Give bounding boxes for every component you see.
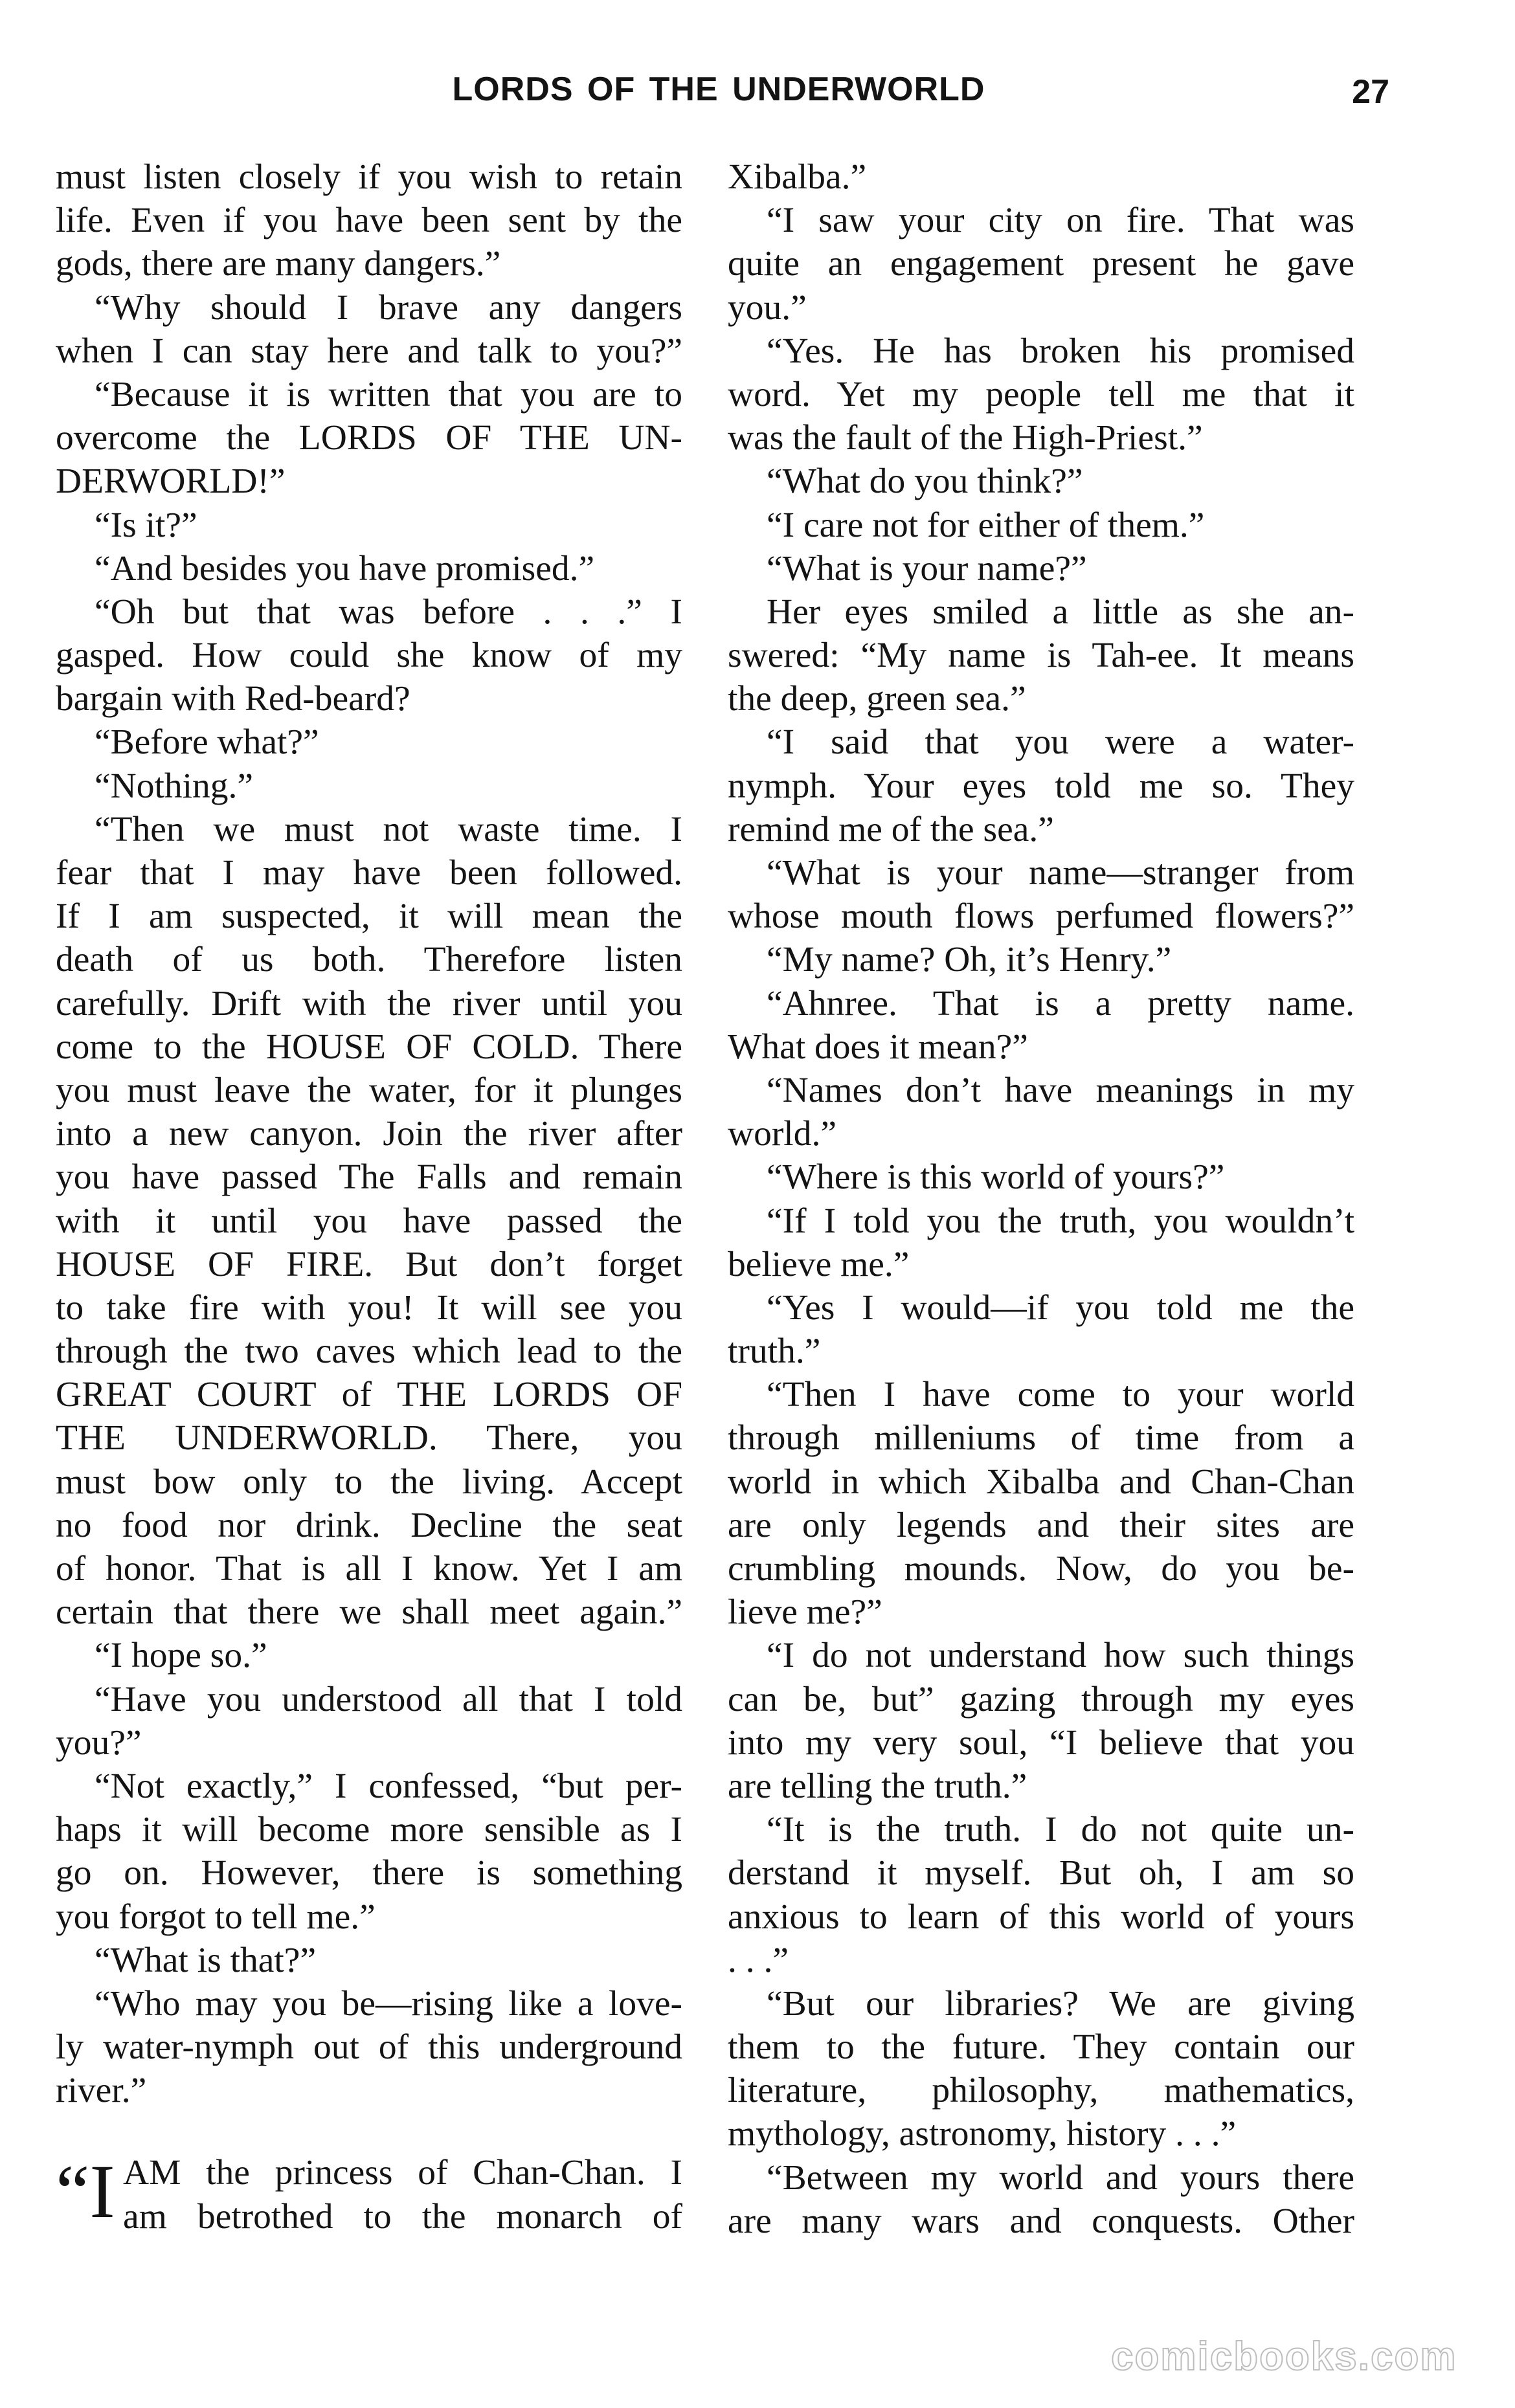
section-gap [56,2112,682,2151]
drop-cap-letter: “I [56,2149,115,2235]
text-line: crumbling mounds. Now, do you be- [728,1549,1354,1589]
text-line: go on. However, there is something [56,1853,682,1893]
text-line: you must leave the water, for it plunges [56,1070,682,1110]
text-line: life. Even if you have been sent by the [56,201,682,241]
text-line: literature, philosophy, mathematics, [728,2071,1354,2111]
text-line: can be, but” gazing through my eyes [728,1679,1354,1719]
text-line: “Before what?” [95,722,319,763]
text-line: “Then we must not waste time. I [95,809,682,849]
text-line: must listen closely if you wish to retain [56,157,682,197]
text-line: swered: “My name is Tah-ee. It means [728,636,1354,676]
text-line: HOUSE OF FIRE. But don’t forget [56,1244,682,1284]
text-line: with it until you have passed the [56,1201,682,1241]
text-line: “What is that?” [95,1940,317,1980]
text-line: haps it will become more sensible as I [56,1810,682,1850]
text-line: “Then I have come to your world [767,1375,1354,1415]
text-line: “I saw your city on fire. That was [767,201,1354,241]
text-line: “Names don’t have meanings in my [767,1070,1354,1110]
text-line: “Who may you be—rising like a love- [95,1983,682,2023]
text-line: “It is the truth. I do not quite un- [767,1810,1354,1850]
text-line: them to the future. They contain our [728,2027,1354,2068]
text-line: “But our libraries? We are giving [767,1983,1354,2023]
text-line: “Yes I would—if you told me the [767,1288,1354,1328]
text-line: truth.” [728,1332,821,1372]
text-line: to take fire with you! It will see you [56,1288,682,1328]
text-line: mythology, astronomy, history . . .” [728,2114,1237,2154]
text-line: “Is it?” [95,505,197,545]
text-line: whose mouth flows perfumed flowers?” [728,897,1354,937]
text-line: no food nor drink. Decline the seat [56,1505,682,1545]
text-line: carefully. Drift with the river until you [56,983,682,1023]
text-line: “What is your name?” [767,548,1087,588]
text-line: of honor. That is all I know. Yet I am [56,1549,682,1589]
text-line: Her eyes smiled a little as she an- [767,592,1354,632]
text-line: are only legends and their sites are [728,1505,1354,1545]
text-line: lieve me?” [728,1592,882,1633]
text-line: “Have you understood all that I told [95,1679,682,1719]
text-line: world.” [728,1114,836,1154]
text-line: through milleniums of time from a [728,1418,1354,1458]
text-line: quite an engagement present he gave [728,244,1354,284]
text-line: AM the princess of Chan-Chan. I [123,2153,682,2193]
text-line: bargain with Red-beard? [56,679,410,719]
text-line: . . .” [728,1940,789,1980]
text-line: GREAT COURT of THE LORDS OF [56,1375,682,1415]
text-line: are telling the truth.” [728,1766,1027,1806]
text-line: “I do not understand how such things [767,1636,1354,1676]
text-line: “What do you think?” [767,462,1083,502]
text-line: “Oh but that was before . . .” I [95,592,682,632]
right-text-column [728,155,1354,2243]
text-line: “And besides you have promised.” [95,548,595,588]
text-line: must bow only to the living. Accept [56,1462,682,1502]
text-line: “Yes. He has broken his promised [767,331,1354,371]
text-line: into a new canyon. Join the river after [56,1114,682,1154]
text-line: “Why should I brave any dangers [95,287,682,328]
text-line: What does it mean?” [728,1027,1028,1067]
text-line: If I am suspected, it will mean the [56,897,682,937]
text-line: world in which Xibalba and Chan-Chan [728,1462,1354,1502]
text-line: “What is your name—stranger from [767,853,1354,893]
text-line: was the fault of the High-Priest.” [728,418,1203,458]
text-line: river.” [56,2071,147,2111]
text-line: gods, there are many dangers.” [56,244,501,284]
site-watermark: comicbooks.com [1111,2334,1457,2379]
text-line: “Where is this world of yours?” [767,1157,1225,1198]
text-line: “Because it is written that you are to [95,374,682,414]
text-line: Xibalba.” [728,157,867,197]
text-line: nymph. Your eyes told me so. They [728,766,1354,806]
text-line: death of us both. Therefore listen [56,940,682,980]
text-line: “Ahnree. That is a pretty name. [767,983,1354,1023]
left-text-column [56,155,682,2238]
text-line: derstand it myself. But oh, I am so [728,1853,1354,1893]
text-line: word. Yet my people tell me that it [728,374,1354,414]
text-line: through the two caves which lead to the [56,1332,682,1372]
text-line: “Not exactly,” I confessed, “but per- [95,1766,682,1806]
text-line: you?” [56,1722,142,1763]
text-line: “I care not for either of them.” [767,505,1205,545]
text-line: “I hope so.” [95,1636,267,1676]
text-line: you.” [728,287,807,328]
text-line: gasped. How could she know of my [56,636,682,676]
text-line: fear that I may have been followed. [56,853,682,893]
text-line: you forgot to tell me.” [56,1897,376,1937]
dropcap-paragraph [56,2151,682,2238]
text-line: am betrothed to the monarch of [123,2196,682,2236]
text-line: certain that there we shall meet again.” [56,1592,682,1633]
text-line: come to the HOUSE OF COLD. There [56,1027,682,1067]
text-line: remind me of the sea.” [728,809,1054,849]
text-line: when I can stay here and talk to you?” [56,331,682,371]
text-line: the deep, green sea.” [728,679,1026,719]
text-line: DERWORLD!” [56,462,286,502]
page-number: 27 [1352,73,1389,111]
text-line: “If I told you the truth, you wouldn’t [767,1201,1354,1241]
text-line: you have passed The Falls and remain [56,1157,682,1198]
text-line: ly water-nymph out of this underground [56,2027,682,2068]
text-line: anxious to learn of this world of yours [728,1897,1354,1937]
text-line: THE UNDERWORLD. There, you [56,1418,682,1458]
text-line: believe me.” [728,1244,910,1284]
running-head-title: LORDS OF THE UNDERWORLD [452,71,985,108]
text-line: “Nothing.” [95,766,254,806]
text-line: into my very soul, “I believe that you [728,1722,1354,1763]
text-line: are many wars and conquests. Other [728,2201,1354,2241]
text-line: “My name? Oh, it’s Henry.” [767,940,1172,980]
text-line: “I said that you were a water- [767,722,1354,763]
text-line: overcome the LORDS OF THE UN- [56,418,682,458]
text-line: “Between my world and yours there [767,2157,1354,2198]
